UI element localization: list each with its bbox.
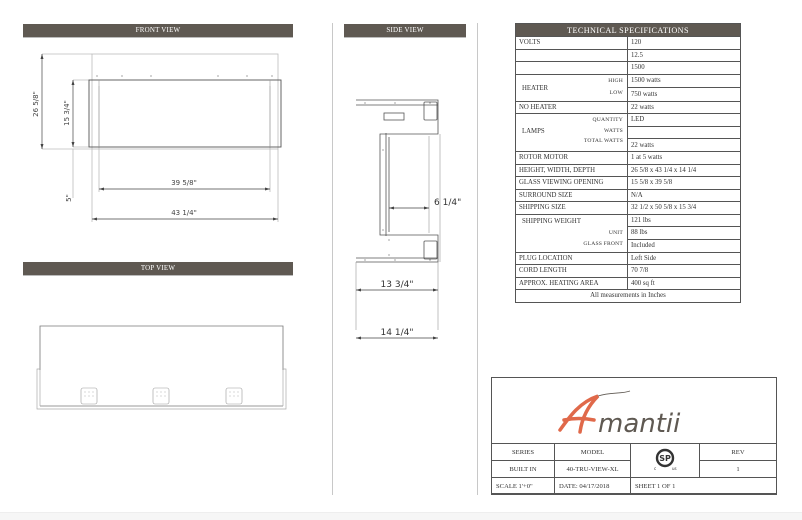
spec-row-surround: SURROUND SIZE N/A xyxy=(516,189,741,202)
spec-row-heater-high: HEATER HIGH LOW 1500 watts xyxy=(516,74,741,88)
spec-row-amps: 12.5 xyxy=(516,49,741,62)
dim-glass-width: 39 5/8" xyxy=(171,179,197,187)
side-view-drawing xyxy=(340,0,480,340)
front-view-header: FRONT VIEW xyxy=(23,24,293,38)
date: DATE: 04/17/2018 xyxy=(555,478,631,495)
svg-text:c: c xyxy=(654,465,657,471)
rev-value: 1 xyxy=(700,461,777,478)
csa-icon xyxy=(650,447,680,473)
spec-row-glass-front: Included xyxy=(516,239,741,252)
rev-label: REV xyxy=(700,444,777,461)
spec-footer: All measurements in Inches xyxy=(516,290,741,303)
title-block-table xyxy=(491,443,777,495)
dim-overall-height: 26 5/8" xyxy=(32,91,40,117)
divider-left xyxy=(332,23,333,495)
shipping-weight-label: SHIPPING WEIGHT xyxy=(522,217,581,225)
heater-label: HEATER xyxy=(522,84,549,92)
spec-row-lamps-quantity: LAMPS QUANTITY WATTS TOTAL WATTS LED xyxy=(516,114,741,127)
spec-row-watts: 1500 xyxy=(516,62,741,75)
technical-specifications-table xyxy=(515,23,741,303)
spec-row-plug: PLUG LOCATION Left Side xyxy=(516,252,741,265)
side-view-header: SIDE VIEW xyxy=(344,24,466,38)
dim-inner-depth: 6 1/4" xyxy=(434,198,462,208)
spec-row-heating-area: APPROX. HEATING AREA 400 sq ft xyxy=(516,277,741,290)
sheet: SHEET 1 OF 1 xyxy=(631,478,777,495)
spec-row-hwd: HEIGHT, WIDTH, DEPTH 26 5/8 x 43 1/4 x 14 1/4 xyxy=(516,164,741,177)
spec-row-rotor-motor: ROTOR MOTOR 1 at 5 watts xyxy=(516,152,741,165)
spec-row-no-heater: NO HEATER 22 watts xyxy=(516,101,741,114)
spec-row-volts: VOLTS 120 xyxy=(516,37,741,50)
lamps-label: LAMPS xyxy=(522,128,545,135)
spec-row-unit-weight: 88 lbs xyxy=(516,227,741,240)
brand-name: mantii xyxy=(598,409,681,439)
csa-cert-mark xyxy=(631,444,700,478)
model-label: MODEL xyxy=(555,444,631,461)
series-value: BUILT IN xyxy=(492,461,555,478)
spec-row-glass-opening: GLASS VIEWING OPENING 15 5/8 x 39 5/8 xyxy=(516,177,741,190)
front-view-drawing xyxy=(0,0,330,240)
svg-text:SP: SP xyxy=(659,453,671,463)
model-value: 40-TRU-VIEW-XL xyxy=(555,461,631,478)
spec-row-lamps-total: 22 watts xyxy=(516,139,741,152)
dim-depth: 13 3/4" xyxy=(380,280,414,290)
dim-glass-height: 15 3/4" xyxy=(63,100,71,126)
spec-row-shipping-weight: SHIPPING WEIGHT UNIT GLASS FRONT 121 lbs xyxy=(516,214,741,227)
dim-overall-depth: 14 1/4" xyxy=(380,328,414,338)
spec-row-shipping-size: SHIPPING SIZE 32 1/2 x 50 5/8 x 15 3/4 xyxy=(516,202,741,215)
amantii-logo xyxy=(540,388,740,443)
spec-row-cord: CORD LENGTH 70 7/8 xyxy=(516,265,741,278)
dim-overall-width: 43 1/4" xyxy=(171,209,197,217)
top-view-header: TOP VIEW xyxy=(23,262,293,276)
spec-title: TECHNICAL SPECIFICATIONS xyxy=(516,24,741,37)
scale: SCALE 1'+0" xyxy=(492,478,555,495)
dim-bottom-offset: 5" xyxy=(65,194,73,202)
series-label: SERIES xyxy=(492,444,555,461)
top-view-drawing xyxy=(0,270,330,420)
spec-row-heater-low: 750 watts xyxy=(516,88,741,102)
svg-text:us: us xyxy=(672,465,677,471)
